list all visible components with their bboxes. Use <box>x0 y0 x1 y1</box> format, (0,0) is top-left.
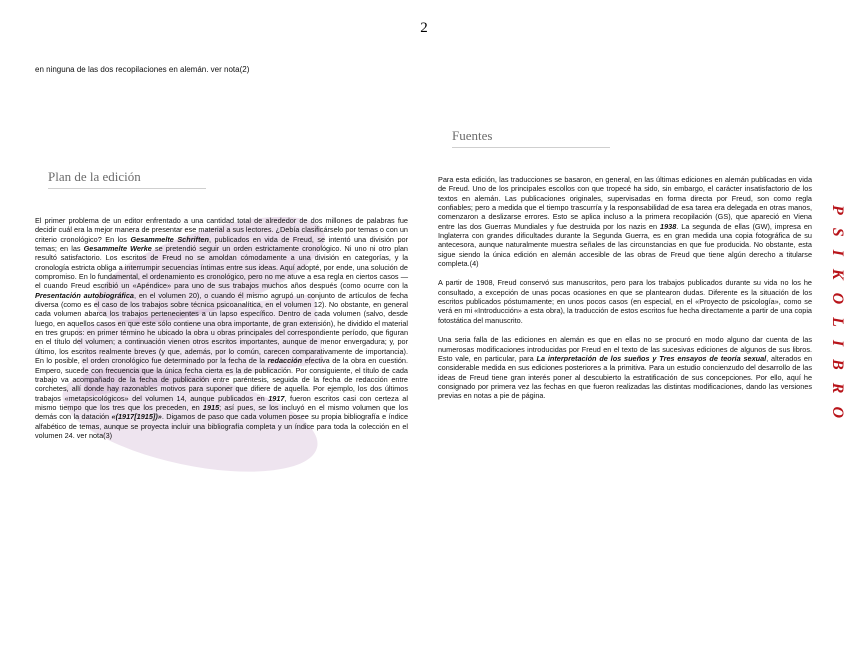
plan-de-la-edicion-body <box>35 216 408 450</box>
paragraph: A partir de 1908, Freud conservó sus manuscritos, pero para los trabajos publicados durante su vida no los he consultado, a excepción de unas pocas ocasiones en que se plantearon dudas. Diferente es la situación de los escritos publicados póstumamente; en unos pocos casos (en especial, en el «Proyecto de psicología», como se verá en mi «Introducción» a esta obra), la traducción de estos escritos fue hecha directamente a partir de una copia fotostática del manuscrito. <box>438 278 812 325</box>
page-number: 2 <box>420 20 428 36</box>
heading-fuentes: Fuentes <box>452 128 610 148</box>
heading-plan-de-la-edicion: Plan de la edición <box>48 169 206 189</box>
paragraph: El primer problema de un editor enfrentado a una cantidad total de alrededor de dos millones de palabras fue decidir cuál era la mejor manera de presentar ese material a sus lectores. ¿Debía clasificárselo por temas o con un criterio cronológico? En los Gesammelte Schriften, publicados en vida de Freud, se intentó una división por temas; en las Gesammelte Werke se pretendió seguir un orden estrictamente cronológico. Ni uno ni otro plan resultó satisfactorio. Los escritos de Freud no se amoldan cómodamente a una división en categorías, y la cronología estricta obliga a interrumpir secuencias íntimas entre sus ideas. Aquí adopté, por ende, una solución de compromiso. En lo fundamental, el ordenamiento es cronológico, pero no me atuve a esa regla en ciertos casos — el cuando Freud escribió un «Apéndice» para uno de sus trabajos muchos años después (como ocurre con la Presentación autobiográfica, en el volumen 20), o cuando él mismo agrupó un conjunto de artículos de fecha diversa (como es el caso de los trabajos sobre técnica psicoanalítica, en el volumen 12). No obstante, en general cada volumen abarca los trabajos pertenecientes a un lapso específico. Dentro de cada volumen (salvo, desde luego, en aquellos casos en que este sólo contiene una obra importante, de gran extensión), he dividido el material en tres grupos: en primer término he ubicado la obra u obras principales del correspondiente período, que figuran en el título del volumen; a continuación vienen otros escritos importantes, aunque de menor envergadura; y, por último, los escritos realmente breves (y que, además, por lo común, carecen comparativamente de importancia). En lo posible, el orden cronológico fue determinado por la fecha de la redacción efectiva de la obra en cuestión. Empero, sucede con frecuencia que la única fecha cierta es la de publicación. Por consiguiente, el título de cada trabajo va acompañado de la fecha de publicación entre paréntesis, seguida de la fecha de redacción entre corchetes, allí donde hay razonables motivos para suponer que difiere de aquella. Por ejemplo, los dos últimos trabajos «metapsicológicos» del volumen 14, aunque publicados en 1917, fueron escritos casi con certeza al mismo tiempo que los tres que los preceden, en 1915; así pues, se los incluyó en el mismo volumen que los demás con la datación «(1917[1915])». Digamos de paso que cada volumen posee su propia bibliografía e índice alfabético de temas, aunque se proyecta incluir una bibliografía completa y un índice para toda la colección en el volumen 24. ver nota(3) <box>35 216 408 440</box>
paragraph: Una seria falla de las ediciones en alemán es que en ellas no se procuró en modo alguno dar cuenta de las numerosas modificaciones introducidas por Freud en el texto de las sucesivas ediciones de algunos de sus libros. Esto vale, en particular, para La interpretación de los sueños y Tres ensayos de teoría sexual, alterados en considerable medida en sus ediciones posteriores a la primitiva. Para un estudio concienzudo del desarrollo de las ideas de Freud tiene gran interés poner al descubierto la estratificación de sus concepciones. Por ello, aquí he consignado por primera vez las fechas en que fueron realizadas las distintas modificaciones, dando las versiones previas en notas a pie de página. <box>438 335 812 401</box>
psikolibro-brand-mark: PSIKOLIBRO <box>829 205 846 432</box>
continuation-line: en ninguna de las dos recopilaciones en alemán. ver nota(2) <box>35 65 250 74</box>
fuentes-body <box>438 175 812 411</box>
paragraph: Para esta edición, las traducciones se basaron, en general, en las últimas ediciones en alemán publicadas en vida de Freud. Uno de los principales escollos con que tropecé ha sido, sin embargo, el carácter insatisfactorio de los textos en alemán. Las publicaciones originales, supervisadas en forma directa por Freud, son como regla confiables; pero a medida que el tiempo trascurría y la responsabilidad de esa tarea era delegada en otras manos, comenzaron a deslizarse errores. Esto se aplica incluso a la primera recopilación (GS), que apareció en Viena entre las dos Guerras Mundiales y fue destruida por los nazis en 1938. La segunda de ellas (GW), impresa en Inglaterra con grandes dificultades durante la Segunda Guerra, es en gran medida una copia fotográfica de su antecesora, aunque naturalmente muestra señales de las circunstancias en que fue producida. No obstante, esta sigue siendo la única edición en alemán accesible de las obras de Freud que tiene algún derecho a titularse completa.(4) <box>438 175 812 269</box>
